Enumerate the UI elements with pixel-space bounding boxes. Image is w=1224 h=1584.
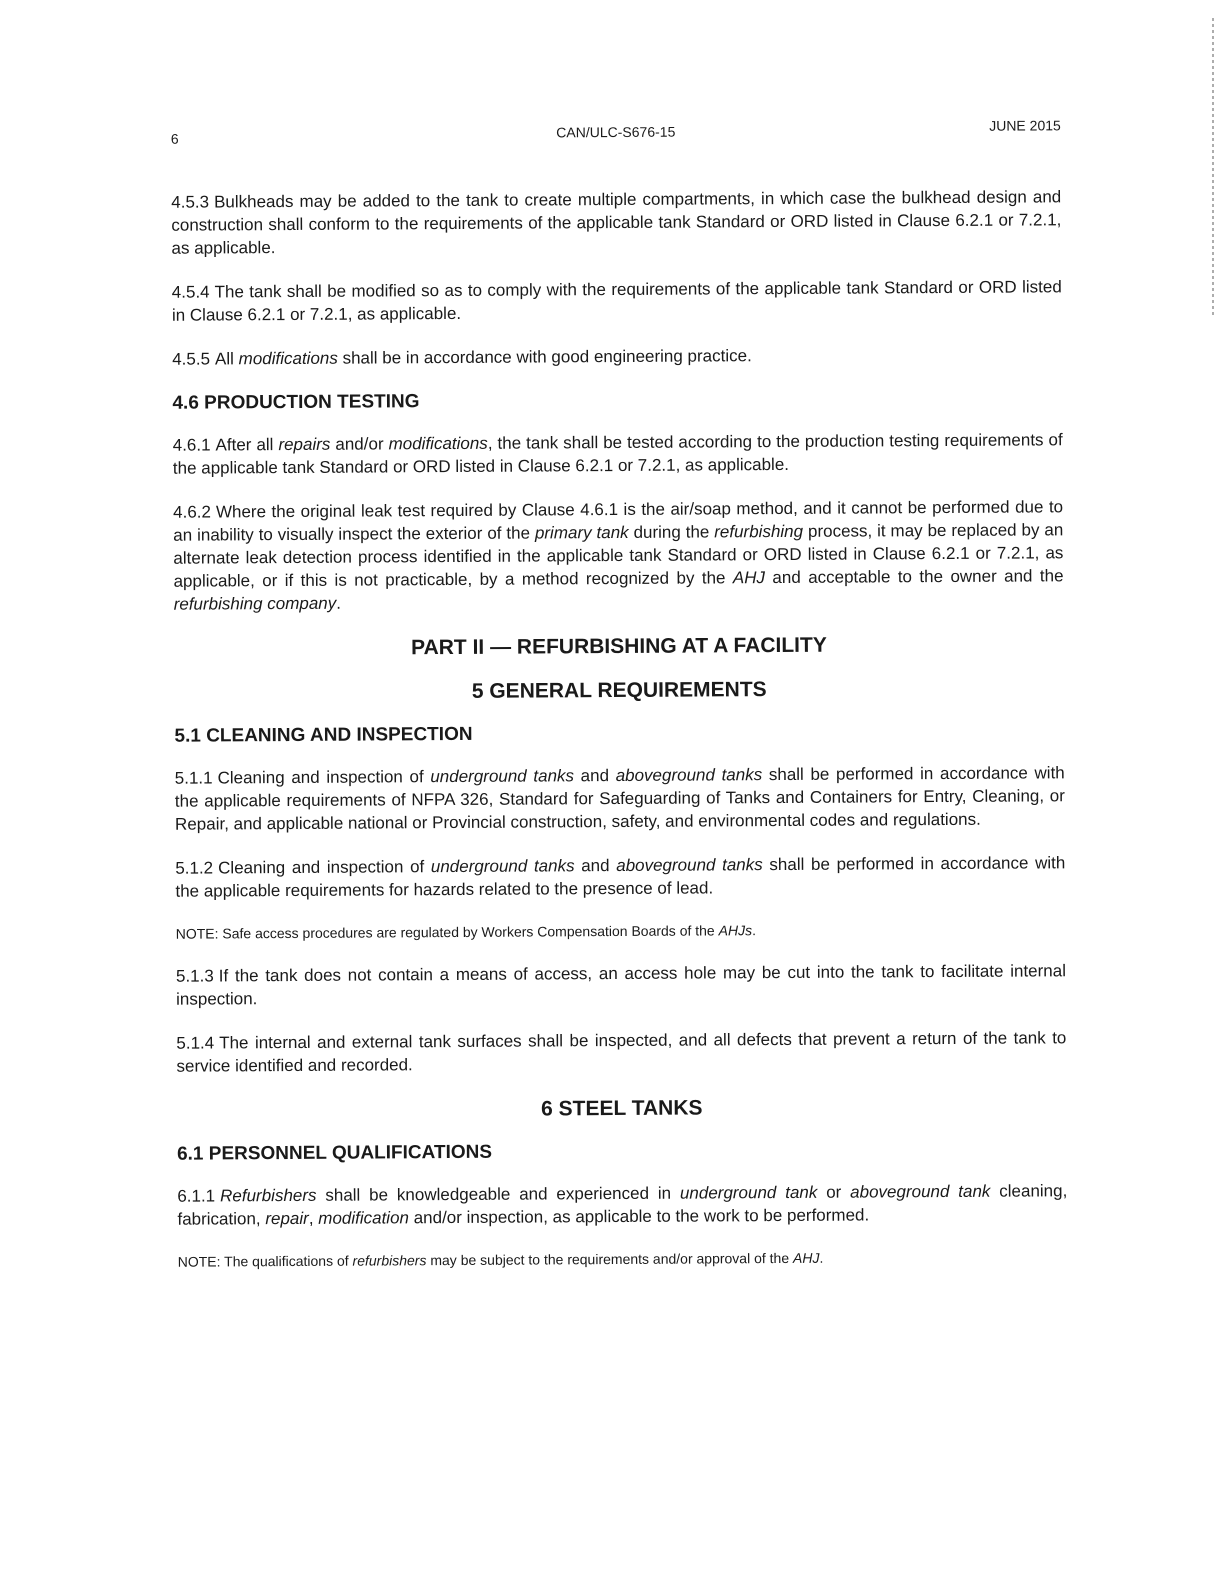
clause-text: during the [628,522,715,542]
defined-term: refurbishers [352,1252,427,1269]
note-6-1-1 [178,1246,1068,1271]
document-code: CAN/ULC-S676-15 [556,123,676,141]
clause-5-1-4 [176,1026,1066,1077]
clause-4-5-5 [172,342,1062,370]
note-5-1-2 [176,918,1066,943]
defined-term: aboveground tanks [616,855,763,876]
clause-text: The internal and external tank surfaces shall be inspected, and all defects that prevent a return of the tank to service identified and recorded. [176,1028,1067,1076]
clause-text: process, it may be replaced by an alternate leak detection process identified in the applicable tank Standard or ORD listed in Clause 6.2.1 or 7.2.1, as applicable, or if this is not practicable, by a method recognized by the [173,520,1064,591]
clause-number: 5.1.4 [176,1033,215,1053]
defined-term: primary tank [534,522,629,543]
defined-term: Refurbishers [220,1185,317,1206]
page-number: 6 [170,130,179,147]
clause-text: and [574,856,617,876]
clause-number: 4.5.4 [171,282,210,302]
clause-text: . [336,593,342,613]
clause-text: or [817,1182,851,1202]
clause-text: shall be performed in accordance with the applicable requirements for hazards related to the presence of lead. [175,853,1066,901]
defined-term: AHJ [792,1249,820,1266]
clause-5-1-3 [176,959,1066,1010]
clause-text: shall be knowledgeable and experienced in [316,1183,680,1205]
clause-4-6-1 [173,428,1063,479]
clause-text: and/or inspection, as applicable to the work to be performed. [408,1205,870,1228]
clause-text: Where the original leak test required by Clause 4.6.1 is the air/soap method, and it cannot be performed due to an inability to visually inspect the exterior of the [173,497,1064,545]
note-text: . [751,922,756,939]
clause-number: 5.1.2 [175,858,214,878]
defined-term: underground tank [679,1182,818,1203]
section-6-heading: 6 STEEL TANKS [540,1096,703,1121]
heading-4-6: 4.6 PRODUCTION TESTING [172,391,420,414]
clause-text: Bulkheads may be added to the tank to create multiple compartments, in which case the bulkhead design and construction shall conform to the requirements of the applicable tank Standard or ORD listed in Clause 6.2.1 or 7.2.1, as applicable. [171,187,1062,258]
heading-6-1: 6.1 PERSONNEL QUALIFICATIONS [176,1141,493,1165]
defined-term: repairs [278,434,331,455]
clause-text: , [308,1208,319,1228]
clause-4-6-2 [173,495,1064,615]
defined-term: AHJs [718,922,753,939]
defined-term: underground tanks [430,766,575,787]
scan-edge-artifact [1212,18,1214,318]
clause-text: , the tank shall be tested according to the production testing requirements of the applicable tank Standard or ORD listed in Clause 6.2.1 or 7.2.1, as applicable. [172,430,1063,478]
clause-text: The tank shall be modified so as to comply with the requirements of the applicable tank Standard or ORD listed in Clause 6.2.1 or 7.2.1, as applicable. [171,277,1062,325]
clause-4-5-3 [171,185,1061,259]
page-content [171,185,1068,1271]
part-heading: PART II — REFURBISHING AT A FACILITY [411,633,827,660]
note-text: NOTE: The qualifications of [177,1252,353,1270]
heading-5-1: 5.1 CLEANING AND INSPECTION [174,723,473,747]
document-page [170,0,1068,1293]
document-date: JUNE 2015 [989,117,1061,134]
page-header [170,117,1061,147]
clause-text: All [214,349,239,369]
defined-term: refurbishing [714,521,804,542]
clause-number: 4.5.3 [171,192,210,212]
clause-number: 5.1.3 [175,966,214,986]
defined-term: modifications [388,433,488,454]
defined-term: aboveground tanks [615,765,763,786]
clause-text: After all [215,435,279,455]
clause-text: cleaning, fabrication, [177,1181,1068,1229]
defined-term: modification [318,1208,410,1228]
defined-term: AHJ [732,568,766,588]
clause-6-1-1 [177,1179,1067,1230]
clause-text: and [573,766,616,786]
clause-text: and/or [330,434,389,454]
clause-4-5-4 [172,275,1062,326]
defined-term: refurbishing company [173,593,337,614]
clause-text: Cleaning and inspection of [218,857,431,878]
clause-text: If the tank does not contain a means of access, an access hole may be cut into the tank to facilitate internal inspection. [176,961,1066,1009]
clause-text: shall be in accordance with good engineering practice. [337,346,752,368]
defined-term: modifications [238,348,338,369]
clause-number: 6.1.1 [177,1186,216,1206]
clause-number: 4.6.1 [172,435,211,455]
note-text: may be subject to the requirements and/or approval of the [426,1249,794,1269]
clause-5-1-2 [175,851,1065,902]
clause-5-1-1 [175,761,1065,835]
clause-text: Cleaning and inspection of [217,767,431,788]
note-text: . [819,1249,824,1266]
clause-number: 5.1.1 [174,768,213,788]
clause-text: shall be performed in accordance with the applicable requirements of NFPA 326, Standard for Safeguarding of Tanks and Containers for Entry, Cleaning, or Repair, and applicable national or Provincial construction, safety, and environmental codes and regulations. [174,763,1065,834]
clause-number: 4.5.5 [172,349,211,369]
defined-term: underground tanks [430,856,575,877]
section-5-heading: 5 GENERAL REQUIREMENTS [471,678,767,703]
note-text: NOTE: Safe access procedures are regulated by Workers Compensation Boards of the [175,922,719,942]
clause-number: 4.6.2 [173,502,211,522]
clause-text: and acceptable to the owner and the [764,566,1064,588]
defined-term: repair [265,1208,309,1229]
defined-term: aboveground tank [850,1181,991,1202]
